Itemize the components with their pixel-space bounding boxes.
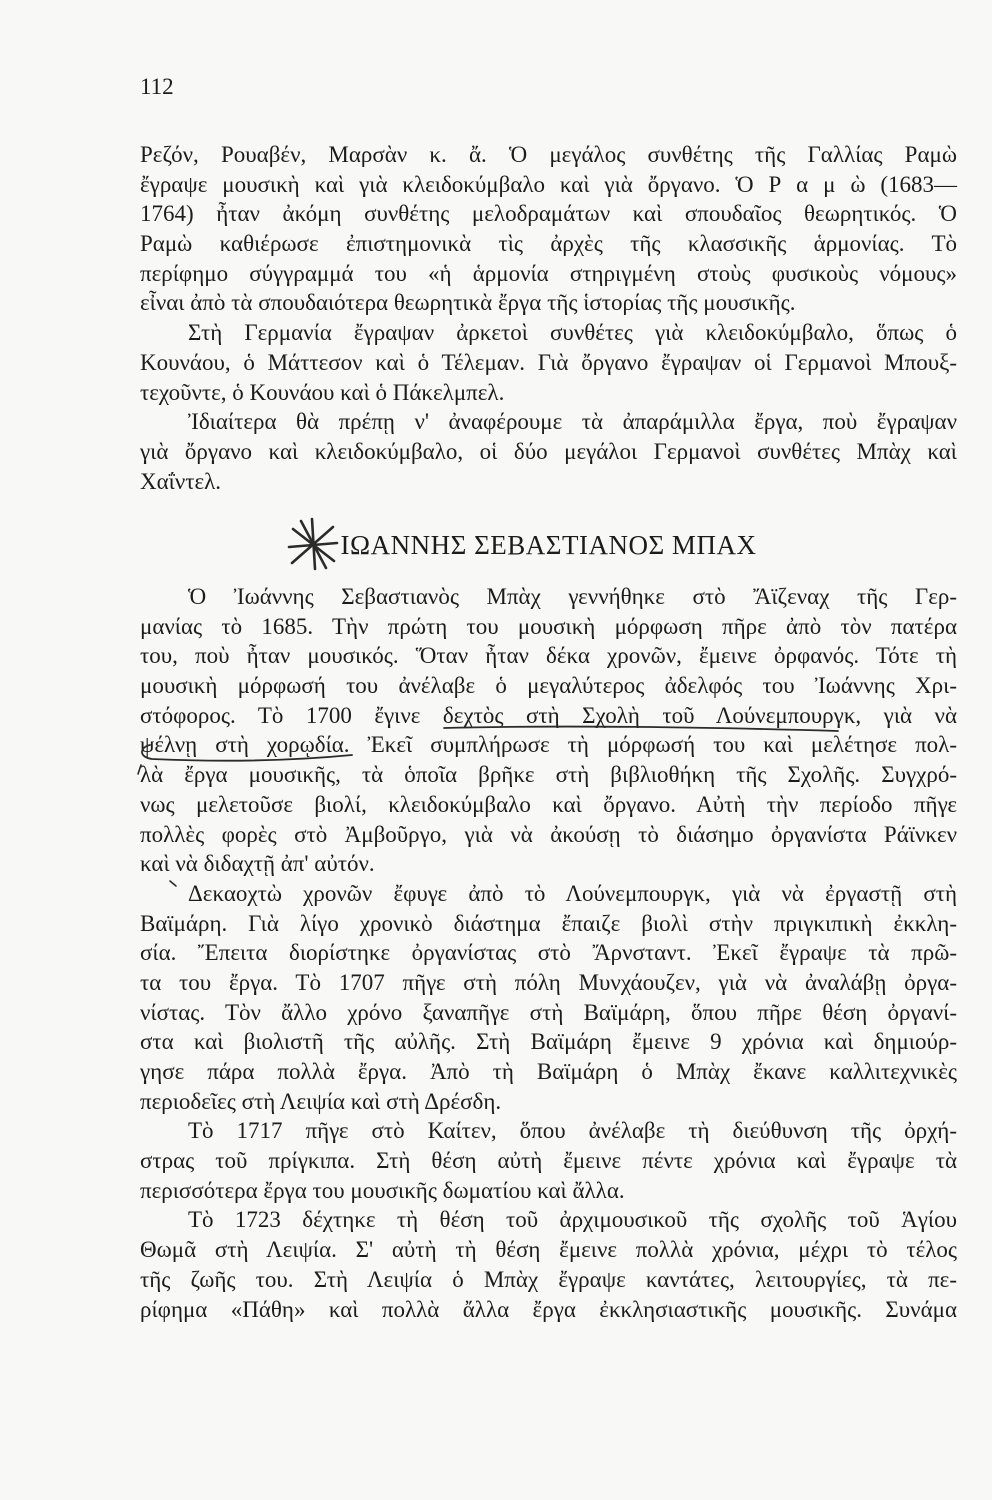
- text-line: λὰ ἔργα μουσικῆς, τὰ ὁποῖα βρῆκε στὴ βιβλιοθήκη τῆς Σχολῆς. Συγχρό-: [140, 762, 957, 788]
- text-line: ἔγραψε μουσικὴ καὶ γιὰ κλειδοκύμβαλο καὶ γιὰ ὄργανο. Ὁ Ρ α μ ὼ (1683—: [140, 171, 957, 197]
- text-line: Ἰδιαίτερα θὰ πρέπῃ ν' ἀναφέρουμε τὰ ἀπαράμιλλα ἔργα, ποὺ ἔγραψαν: [188, 409, 957, 435]
- section-body: [140, 582, 957, 1324]
- text-line: γησε πάρα πολλὰ ἔργα. Ἀπὸ τὴ Βαϊμάρη ὁ Μπὰχ ἔκανε καλλιτεχνικὲς: [140, 1059, 957, 1084]
- page-number: 112: [140, 74, 174, 99]
- text-line: ρίφημα «Πάθη» καὶ πολλὰ ἄλλα ἔργα ἐκκλησιαστικῆς μουσικῆς. Συνάμα: [140, 1296, 957, 1322]
- text-line: περίφημο σύγγραμμά του «ἡ ἁρμονία στηριγμένη στοὺς φυσικοὺς νόμους»: [140, 260, 957, 286]
- text-line: Χαΐντελ.: [140, 468, 222, 494]
- intro-text: [140, 140, 957, 496]
- paragraph: [140, 318, 957, 407]
- text-line: τῆς ζωῆς του. Στὴ Λειψία ὁ Μπὰχ ἔγραψε καντάτες, λειτουργίες, τὰ πε-: [140, 1266, 957, 1292]
- paragraph: [140, 1205, 957, 1324]
- text-line: στρας τοῦ πρίγκιπα. Στὴ θέση αὐτὴ ἔμεινε πέντε χρόνια καὶ ἔγραψε τὰ: [140, 1148, 957, 1174]
- paragraph: [140, 140, 957, 318]
- text-line: Ὁ Ἰωάννης Σεβαστιανὸς Μπὰχ γεννήθηκε στὸ Ἄϊζεναχ τῆς Γερ-: [188, 584, 957, 609]
- text-line: πολλὲς φορὲς στὸ Ἀμβοῦργο, γιὰ νὰ ἀκούσῃ τὸ διάσημο ὀργανίστα Ράϊνκεν: [140, 821, 957, 847]
- paragraph: [140, 1116, 957, 1205]
- text-line: εἶναι ἀπὸ τὰ σπουδαιότερα θεωρητικὰ ἔργα τῆς ἱστορίας τῆς μουσικῆς.: [140, 290, 796, 316]
- text-line: Κουνάου, ὁ Μάττεσον καὶ ὁ Τέλεμαν. Γιὰ ὄργανο ἔγραψαν οἱ Γερμανοὶ Μπουξ-: [140, 349, 957, 375]
- text-line: στόφορος. Τὸ 1700 ἔγινε δεχτὸς στὴ Σχολὴ τοῦ Λούνεμπουργκ, γιὰ νὰ: [140, 702, 957, 728]
- text-line: Ραμὼ καθιέρωσε ἐπιστημονικὰ τὶς ἀρχὲς τῆς κλασσικῆς ἁρμονίας. Τὸ: [140, 231, 957, 257]
- text-line: Θωμᾶ στὴ Λειψία. Σ' αὐτὴ τὴ θέση ἔμεινε πολλὰ χρόνια, μέχρι τὸ τέλος: [140, 1237, 957, 1263]
- text-line: νίστας. Τὸν ἄλλο χρόνο ξαναπῆγε στὴ Βαϊμάρη, ὅπου πῆρε θέση ὀργανί-: [140, 999, 957, 1025]
- text-line: του, ποὺ ἦταν μουσικός. Ὅταν ἦταν δέκα χρονῶν, ἔμεινε ὀρφανός. Τότε τὴ: [140, 643, 957, 669]
- text-line: Τὸ 1723 δέχτηκε τὴ θέση τοῦ ἀρχιμουσικοῦ τῆς σχολῆς τοῦ Ἁγίου: [188, 1207, 957, 1233]
- paragraph: [140, 879, 957, 1117]
- text-line: τα του ἔργα. Τὸ 1707 πῆγε στὴ πόλη Μυνχάουζεν, γιὰ νὰ ἀναλάβῃ ὀργα-: [140, 969, 957, 995]
- section-heading: ΙΩΑΝΝΗΣ ΣΕΒΑΣΤΙΑΝΟΣ ΜΠΑΧ: [340, 530, 757, 560]
- text-line: 1764) ἦταν ἀκόμη συνθέτης μελοδραμάτων καὶ σπουδαῖος θεωρητικός. Ὁ: [140, 201, 957, 227]
- text-line: Στὴ Γερμανία ἔγραψαν ἀρκετοὶ συνθέτες γιὰ κλειδοκύμβαλο, ὅπως ὁ: [188, 320, 957, 346]
- text-line: στα καὶ βιολιστῆ τῆς αὐλῆς. Στὴ Βαϊμάρη ἔμεινε 9 χρόνια καὶ δημιούρ-: [140, 1029, 957, 1055]
- text-line: Δεκαοχτὼ χρονῶν ἔφυγε ἀπὸ τὸ Λούνεμπουργκ, γιὰ νὰ ἐργαστῇ στὴ: [188, 880, 957, 906]
- text-line: Ρεζόν, Ρουαβέν, Μαρσὰν κ. ἄ. Ὁ μεγάλος συνθέτης τῆς Γαλλίας Ραμὼ: [140, 142, 957, 167]
- paragraph: [140, 582, 957, 879]
- text-line: νως μελετοῦσε βιολί, κλειδοκύμβαλο καὶ ὄργανο. Αὐτὴ τὴν περίοδο πῆγε: [140, 791, 957, 817]
- text-line: σία. Ἔπειτα διορίστηκε ὀργανίστας στὸ Ἄρνσταντ. Ἐκεῖ ἔγραψε τὰ πρῶ-: [140, 940, 957, 966]
- text-line: περιοδεῖες στὴ Λειψία καὶ στὴ Δρέσδη.: [140, 1088, 502, 1114]
- text-line: μανίας τὸ 1685. Τὴν πρώτη του μουσικὴ μόρφωση πῆρε ἀπὸ τὸν πατέρα: [140, 613, 957, 639]
- text-line: τεχοῦντε, ὁ Κουνάου καὶ ὁ Πάκελμπελ.: [140, 379, 505, 405]
- paragraph: [140, 407, 957, 496]
- text-line: καὶ νὰ διδαχτῇ ἀπ' αὐτόν.: [140, 851, 375, 877]
- text-line: περισσότερα ἔργα του μουσικῆς δωματίου καὶ ἄλλα.: [140, 1177, 625, 1203]
- text-line: Τὸ 1717 πῆγε στὸ Καίτεν, ὅπου ἀνέλαβε τὴ διεύθυνση τῆς ὀρχή-: [188, 1118, 957, 1144]
- text-line: μουσικὴ μόρφωσή του ἀνέλαβε ὁ μεγαλύτερος ἀδελφός του Ἰωάννης Χρι-: [140, 673, 957, 699]
- text-line: γιὰ ὄργανο καὶ κλειδοκύμβαλο, οἱ δύο μεγάλοι Γερμανοὶ συνθέτες Μπὰχ καὶ: [140, 438, 957, 464]
- text-line: ψέλνῃ στὴ χορῳδία. Ἐκεῖ συμπλήρωσε τὴ μόρφωσή του καὶ μελέτησε πολ-: [140, 732, 957, 758]
- text-line: Βαϊμάρη. Γιὰ λίγο χρονικὸ διάστημα ἔπαιζε βιολὶ στὴν πριγκιπικὴ ἐκκλη-: [140, 910, 957, 936]
